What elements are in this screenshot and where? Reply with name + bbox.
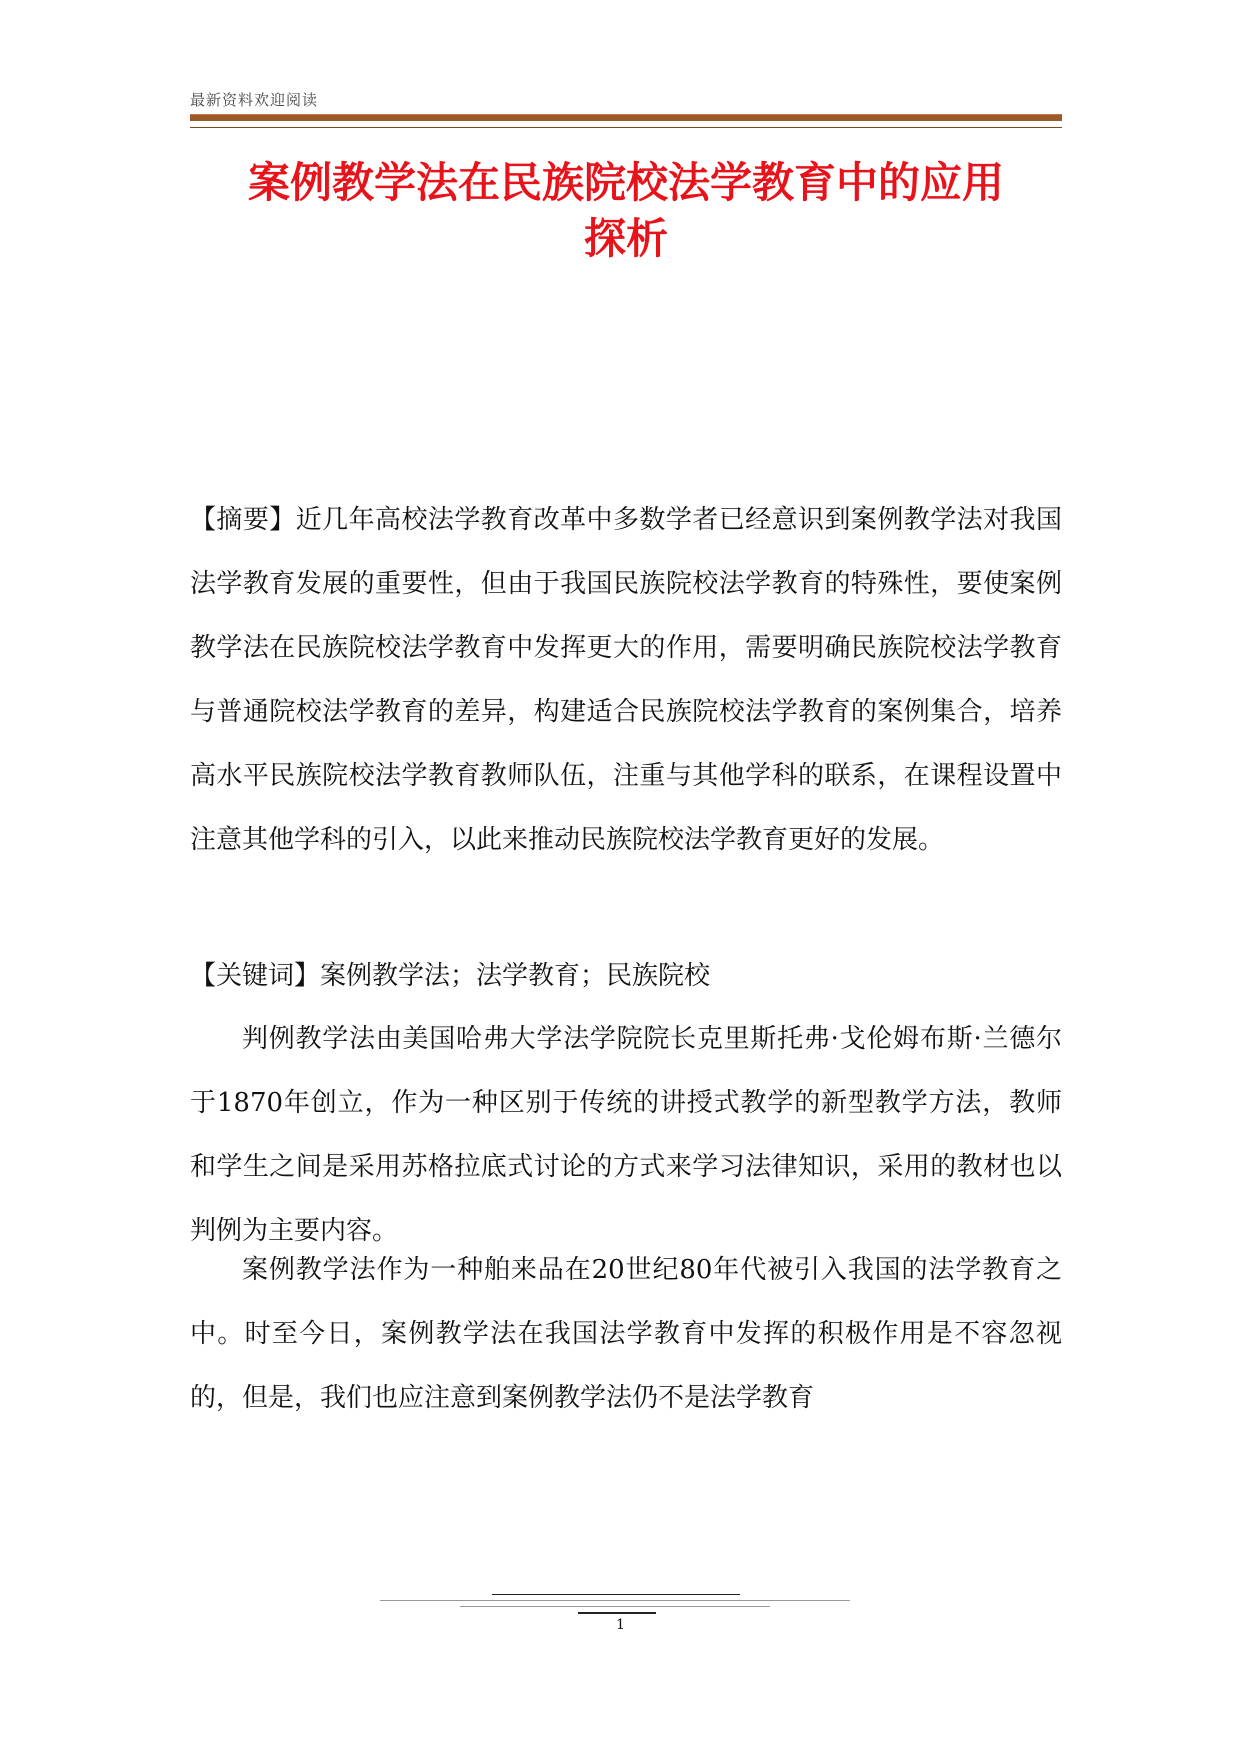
body-paragraph-2: 案例教学法作为一种舶来品在20世纪80年代被引入我国的法学教育之中。时至今日，案例教学法在我国法学教育中发挥的积极作用是不容忽视的，但是，我们也应注意到案例教学法仍不是法学教育 [190,1255,1062,1413]
keywords-paragraph: 【关键词】案例教学法；法学教育；民族院校 [190,961,711,991]
title-line-1: 案例教学法在民族院校法学教育中的应用 [247,158,1004,207]
footer-rule-inner-top [492,1594,740,1595]
document-title [190,155,1062,267]
header-rule-thin [190,127,1062,128]
header-rule-thick [190,114,1062,121]
footer-rule-outer [380,1600,850,1601]
abstract-paragraph: 【摘要】近几年高校法学教育改革中多数学者已经意识到案例教学法对我国法学教育发展的重要性，但由于我国民族院校法学教育的特殊性，要使案例教学法在民族院校法学教育中发挥更大的作用，需要明确民族院校法学教育与普通院校法学教育的差异，构建适合民族院校法学教育的案例集合，培养高水平民族院校法学教育教师队伍，注重与其他学科的联系，在课程设置中注意其他学科的引入，以此来推动民族院校法学教育更好的发展。 [190,505,1062,855]
footer-rule-inner [460,1606,770,1607]
header-text: 最新资料欢迎阅读 [190,91,319,109]
footer-rule-center [578,1612,656,1614]
title-line-2: 探析 [583,214,668,263]
page-number: 1 [616,1617,625,1633]
body-paragraph-1: 判例教学法由美国哈弗大学法学院院长克里斯托弗·戈伦姆布斯·兰德尔于1870年创立，作为一种区别于传统的讲授式教学的新型教学方法，教师和学生之间是采用苏格拉底式讨论的方式来学习法律知识，采用的教材也以判例为主要内容。 [190,1024,1062,1246]
